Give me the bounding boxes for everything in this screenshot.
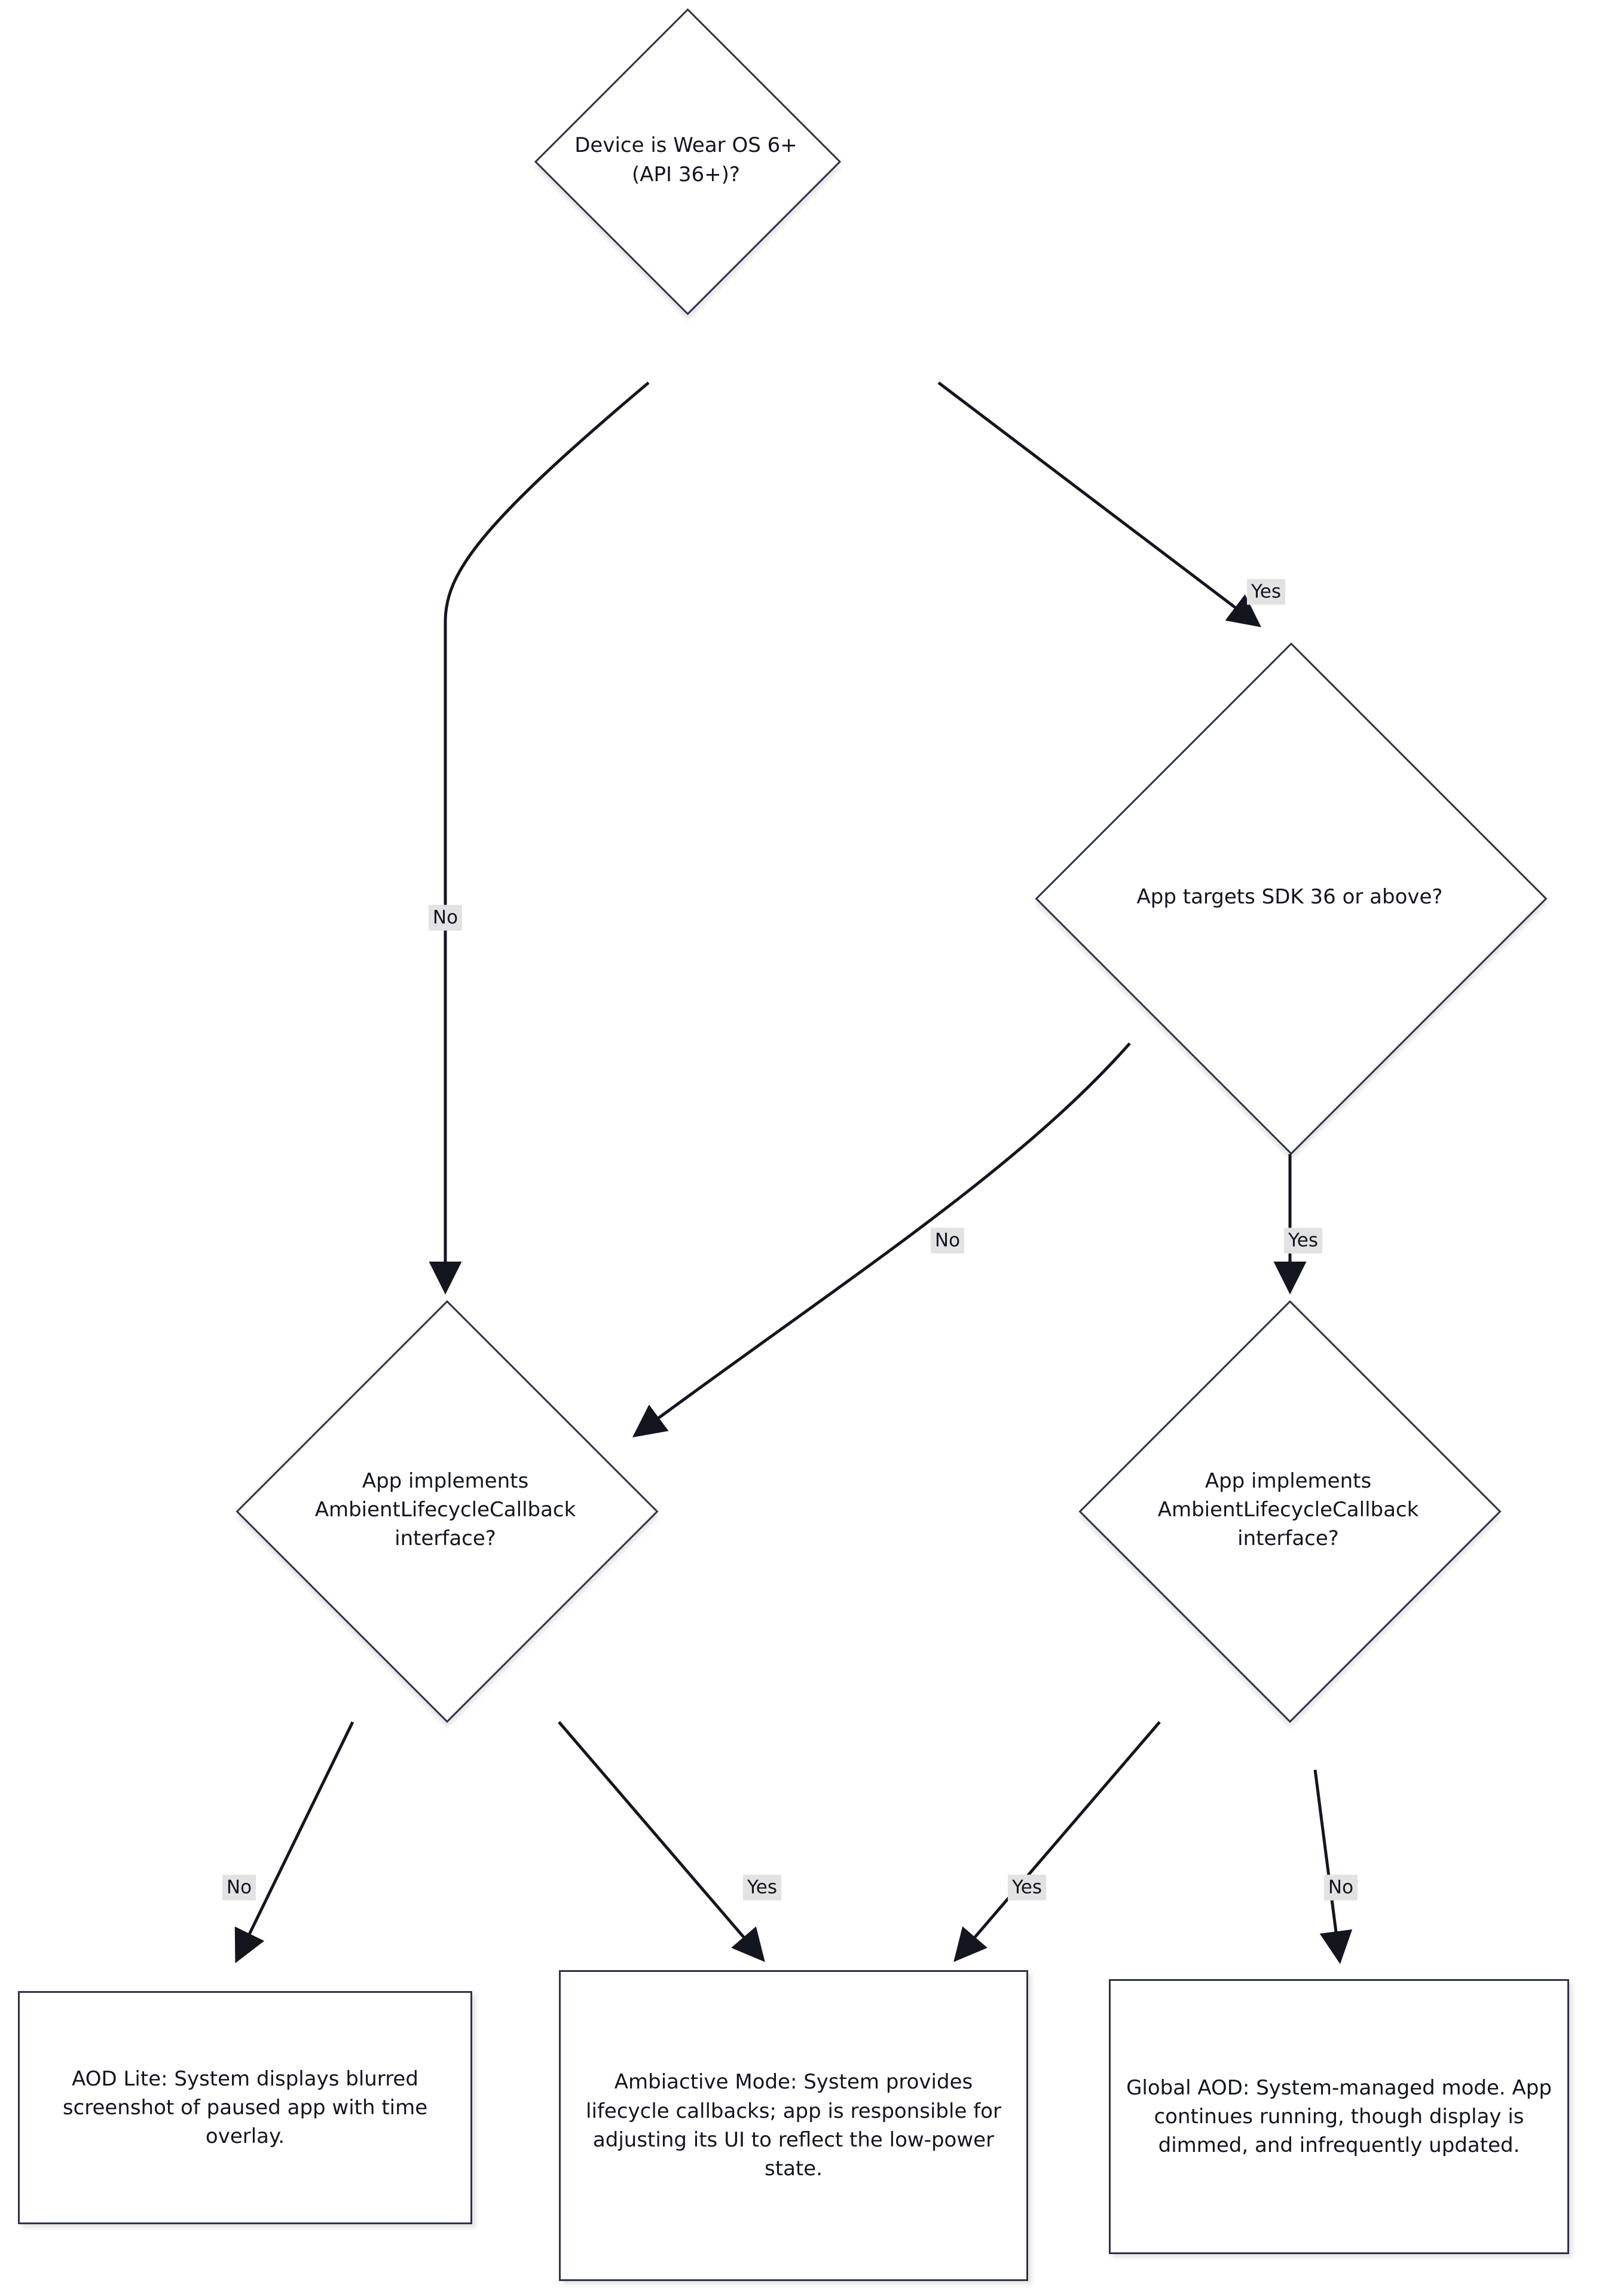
decision-node-targets-sdk36[interactable] <box>1004 643 1575 1151</box>
node-label: Device is Wear OS 6+ (API 36+)? <box>574 133 797 187</box>
node-label: App targets SDK 36 or above? <box>1136 884 1443 909</box>
edge-label-yes-callback-right: Yes <box>1008 1874 1046 1900</box>
node-label: AOD Lite: System displays blurred screenshot of paused app with time overlay. <box>62 2066 428 2149</box>
outcome-node-ambiactive-mode[interactable] <box>559 1970 1028 2281</box>
decision-node-implements-callback-left[interactable] <box>215 1300 675 1719</box>
edge-n1-n2 <box>938 383 1254 622</box>
outcome-node-global-aod[interactable] <box>1109 1979 1569 2254</box>
decision-node-implements-callback-right[interactable] <box>1058 1300 1518 1719</box>
edge-n3-n5 <box>239 1722 353 1955</box>
node-label: Global AOD: System-managed mode. App continues running, though display is dimmed, and infrequently updated. <box>1126 2075 1552 2158</box>
outcome-node-aod-lite[interactable] <box>18 1991 472 2224</box>
edge-n4-n7 <box>1315 1770 1339 1955</box>
decision-node-device-wear-os[interactable] <box>535 9 837 311</box>
node-label: App implements AmbientLifecycleCallback interface? <box>314 1468 576 1551</box>
edge-label-yes-sdk: Yes <box>1284 1228 1322 1253</box>
edge-n4-n6 <box>959 1722 1160 1955</box>
edge-n1-n3 <box>445 383 649 1286</box>
edge-label-no-callback-left: No <box>222 1874 256 1900</box>
edge-label-yes-device: Yes <box>1247 579 1285 604</box>
node-label: Ambiactive Mode: System provides lifecycle callbacks; app is responsible for adjusting its UI to reflect the low-power state. <box>586 2070 1001 2181</box>
edge-label-no-device: No <box>429 905 462 930</box>
edge-label-yes-callback-left: Yes <box>743 1874 781 1900</box>
edge-n3-n6 <box>559 1722 759 1955</box>
node-label: App implements AmbientLifecycleCallback interface? <box>1157 1468 1419 1551</box>
edge-label-no-sdk: No <box>931 1228 964 1253</box>
edge-label-no-callback-right: No <box>1324 1874 1358 1900</box>
